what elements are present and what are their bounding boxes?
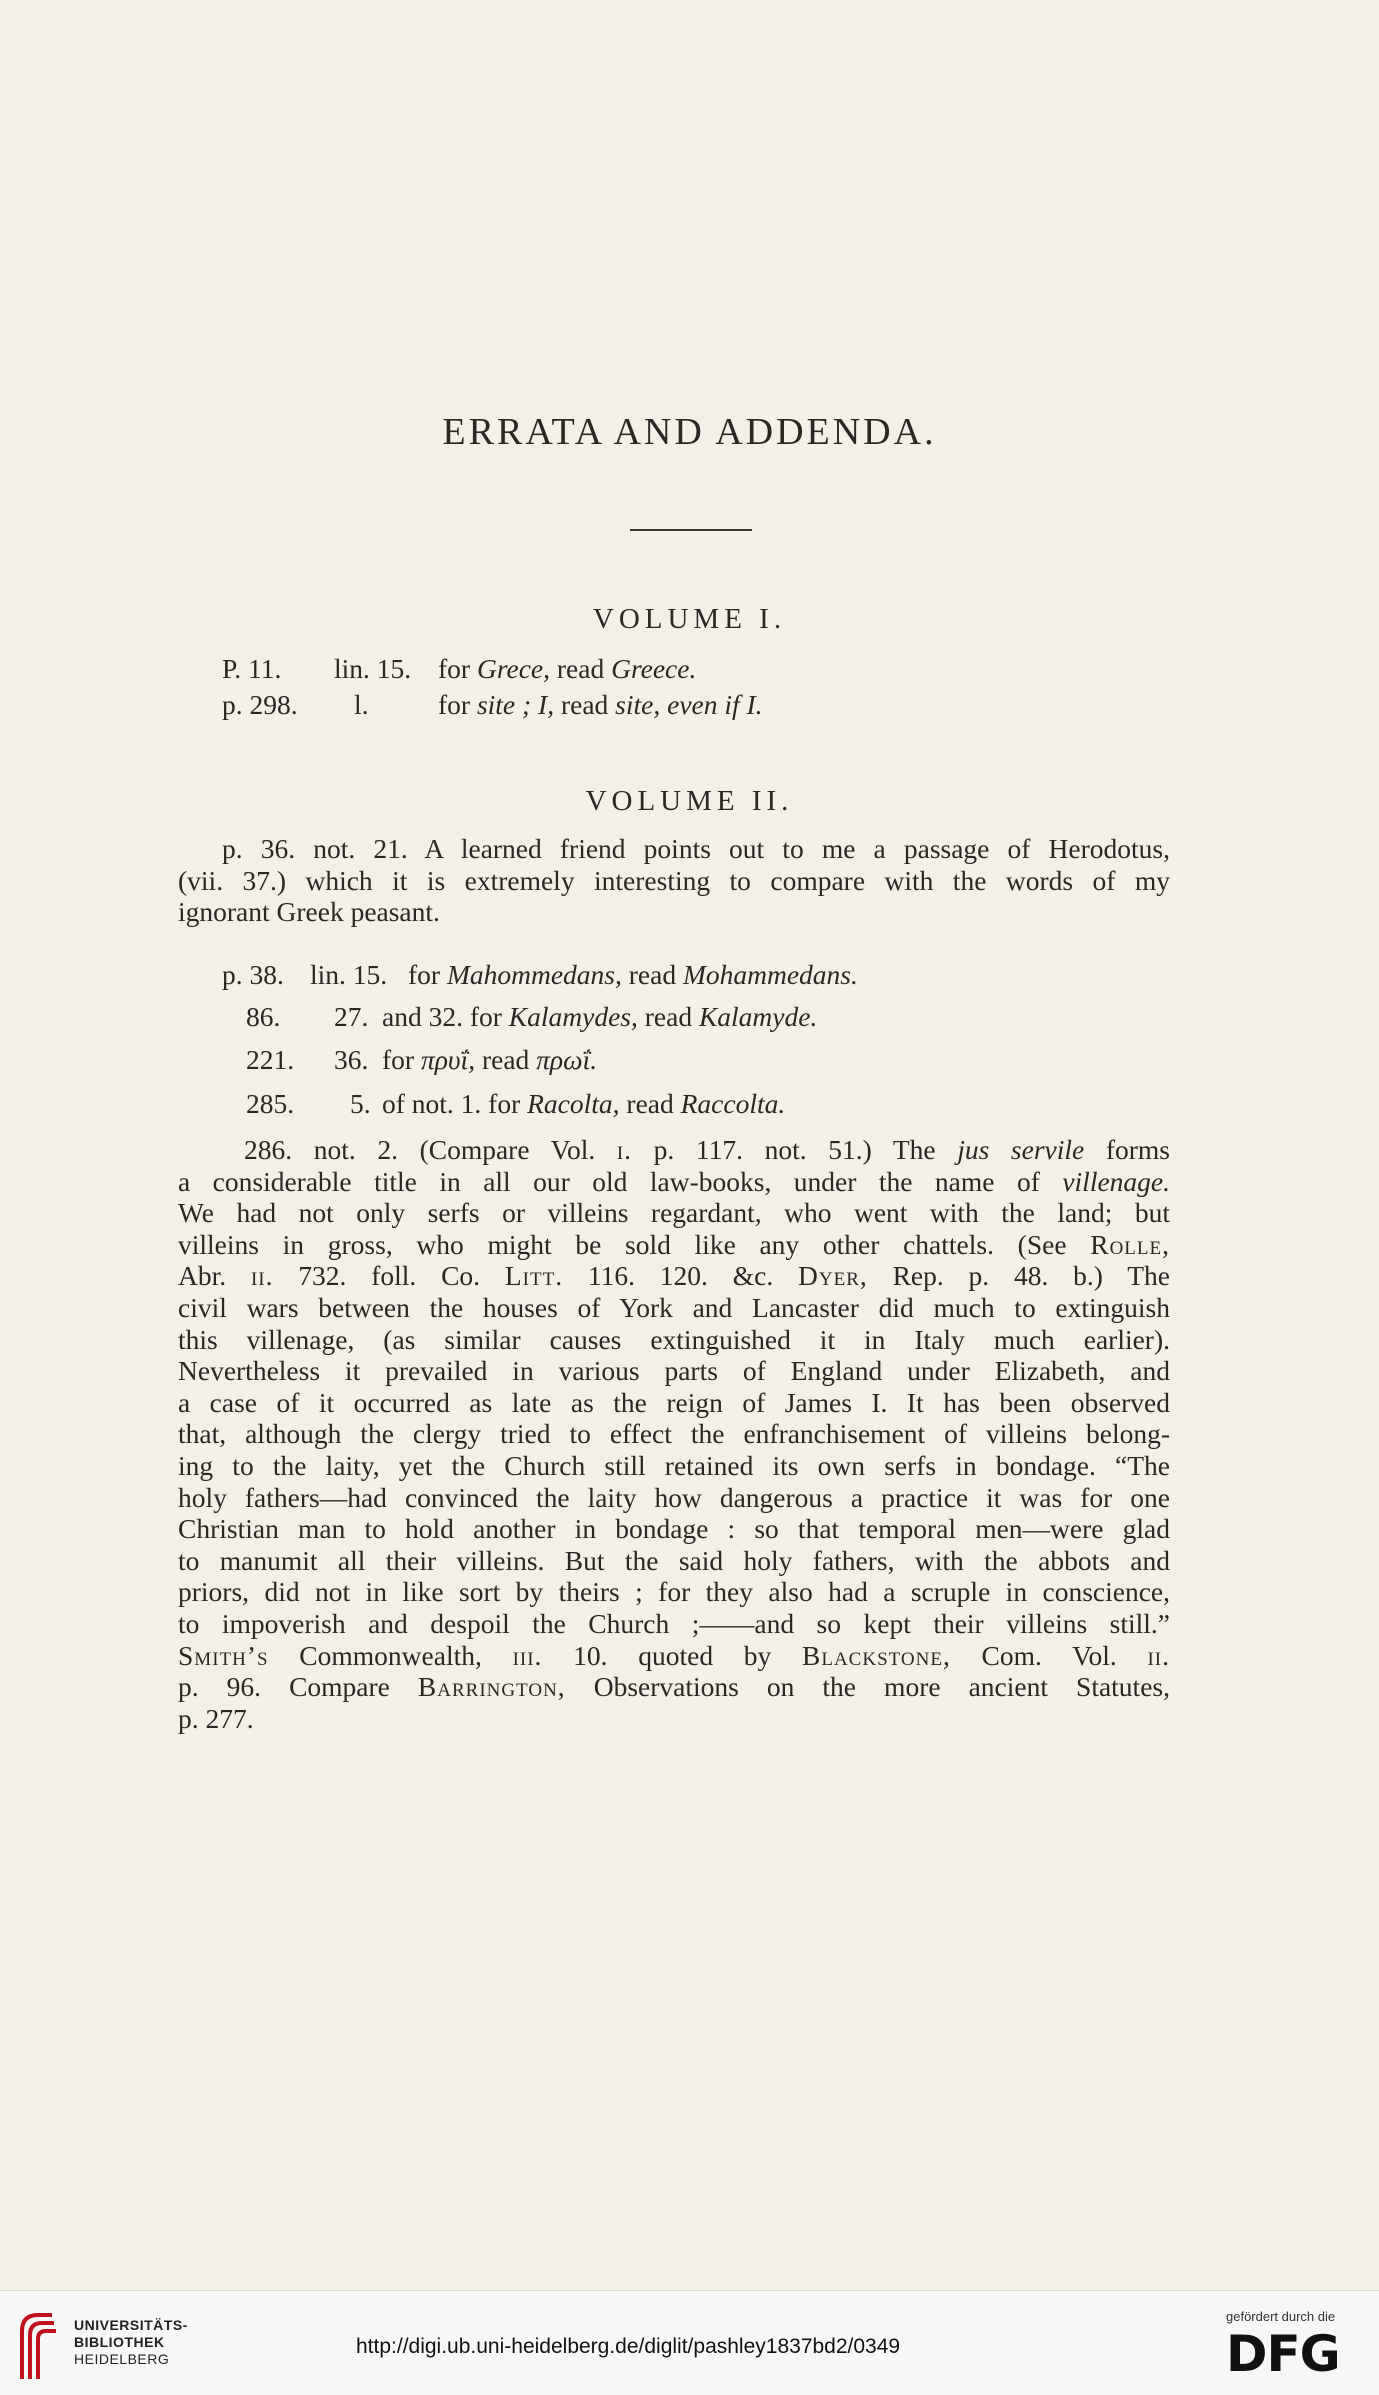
correct-reading: Kalamyde. xyxy=(698,1001,818,1032)
funding-caption: gefördert durch die xyxy=(1226,2309,1336,2324)
note-page-286: 286. not. 2. (Compare Vol. i. p. 117. not. 51.) The jus servile forms a considerable title in all our old law-books, under the name of villenage. We had not only serfs or villeins regardant, who went with the land; but villeins in gross, who might be sold like any other chattels. (See Rolle, Abr. ii. 732. foll. Co. Litt. 116. 120. &c. Dyer, Rep. p. 48. b.) The civil wars between the houses of York and Lancaster did much to extinguish this villenage, (as similar causes extinguished it in Italy much earlier). Nevertheless it prevailed in various parts of England under Elizabeth, and a case of it occurred as late as the reign of James I. It has been observed that, although the clergy tried to effect the enfranchisement of villeins belong- ing to the laity, yet the Church still retained its own serfs in bondage. “The holy fathers—had convinced the laity how dangerous a practice it was for one Christian man to hold another in bondage : so that temporal men—were glad to manumit all their villeins. But the said holy fathers, with the abbots and priors, did not in like sort by theirs ; for they also had a scruple in conscience, to impoverish and despoil the Church ;——and so kept their villeins still.” Smith’s Commonwealth, iii. 10. quoted by Blackstone, Com. Vol. ii. p. 96. Compare Barrington, Observations on the more ancient Statutes, p. 277. xyxy=(178,1134,1171,1734)
note-page-36: p. 36. not. 21. A learned friend points out to me a passage of Herodotus, (vii. 37.) which it is extremely interesting to compare with the words of my ignorant Greek peasant. xyxy=(178,833,1170,928)
wrong-reading: Mahommedans, xyxy=(446,959,622,990)
errata-row: p. 298. l. for site ; I, read site, even if I. xyxy=(222,689,763,720)
page-ref: p. 298. xyxy=(222,689,298,720)
line-ref: l. xyxy=(354,689,369,720)
line-ref: 5. xyxy=(350,1088,371,1119)
title-rule xyxy=(630,529,752,531)
library-name: UNIVERSITÄTS- BIBLIOTHEK HEIDELBERG xyxy=(74,2317,188,2367)
errata-row: 285. 5. of not. 1. for Racolta, read Raccolta. xyxy=(246,1088,786,1119)
correct-reading: site, even if I. xyxy=(615,689,763,720)
dfg-logo-icon: DFG xyxy=(1226,2325,1340,2383)
errata-row: 86. 27. and 32. for Kalamydes, read Kalamyde. xyxy=(246,1001,818,1032)
wrong-reading: Kalamydes, xyxy=(508,1001,638,1032)
page-ref: p. 38. xyxy=(222,959,284,990)
page-title: ERRATA AND ADDENDA. xyxy=(442,411,937,453)
line-ref: 36. xyxy=(334,1044,369,1075)
wrong-reading: πρυΐ, xyxy=(420,1044,476,1075)
correct-reading: πρωΐ. xyxy=(536,1044,598,1075)
errata-row: 221. 36. for πρυΐ, read πρωΐ. xyxy=(246,1044,598,1075)
line-ref: 27. xyxy=(334,1001,369,1032)
correct-reading: Mohammedans. xyxy=(682,959,858,990)
wrong-reading: Grece, xyxy=(476,653,550,684)
permalink-url[interactable]: http://digi.ub.uni-heidelberg.de/diglit/pashley1837bd2/0349 xyxy=(356,2335,901,2358)
correct-reading: Greece. xyxy=(611,653,697,684)
page-ref: 285. xyxy=(246,1088,295,1119)
wrong-reading: site ; I, xyxy=(476,689,555,720)
line-ref: lin. 15. xyxy=(334,653,412,684)
errata-row: p. 38. lin. 15. for Mahommedans, read Mohammedans. xyxy=(222,959,858,990)
viewer-footer xyxy=(0,2290,1379,2395)
line-ref: lin. 15. xyxy=(310,959,388,990)
wrong-reading: Racolta, xyxy=(527,1088,620,1119)
page-ref: P. 11. xyxy=(222,653,282,684)
volume-1-heading: VOLUME I. xyxy=(592,603,787,635)
correct-reading: Raccolta. xyxy=(680,1088,786,1119)
university-library-logo-icon xyxy=(16,2309,58,2381)
page-ref: 86. xyxy=(246,1001,281,1032)
errata-row: P. 11. lin. 15. for Grece, read Greece. xyxy=(222,653,697,684)
volume-2-heading: VOLUME II. xyxy=(585,785,794,817)
page-ref: 221. xyxy=(246,1044,295,1075)
